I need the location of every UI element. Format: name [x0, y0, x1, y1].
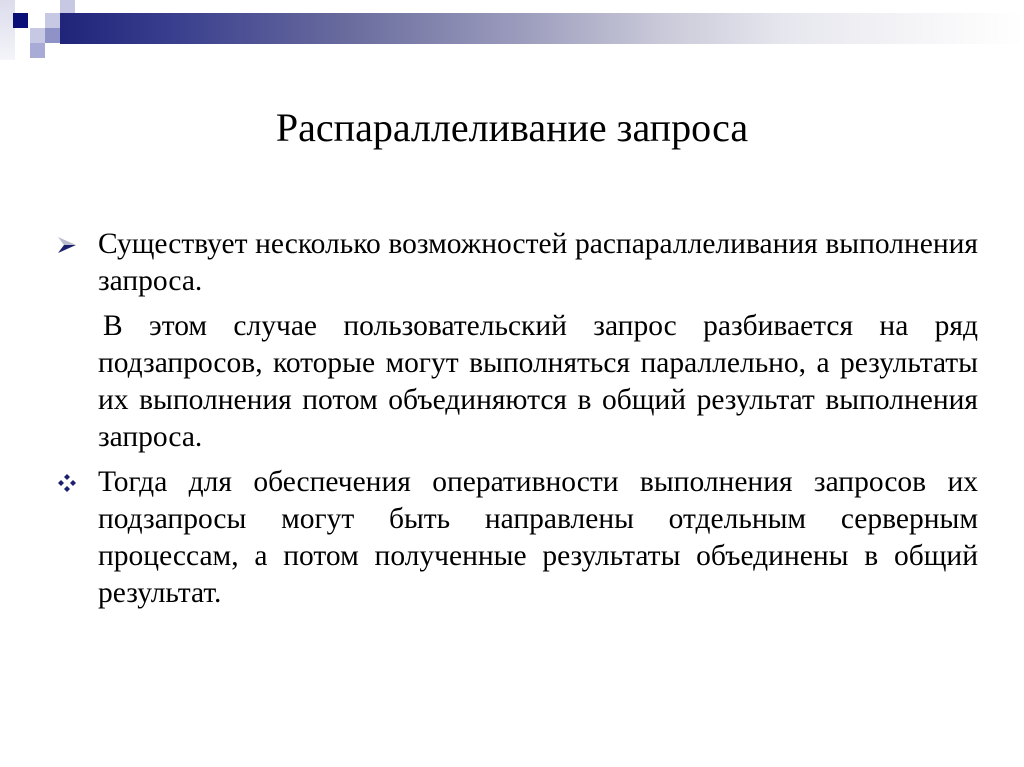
header-gradient-bar [60, 13, 1024, 44]
deco-square [45, 13, 60, 28]
deco-square [30, 43, 45, 58]
paragraph-text: В этом случае пользовательский запрос разбивается на ряд подзапросов, которые могут выполняться параллельно, а результаты их выполнения потом объединяются в общий результат выполнения запроса. [98, 310, 978, 453]
deco-square [0, 0, 15, 60]
slide-content [98, 226, 978, 620]
arrow-bullet-icon [58, 237, 80, 253]
deco-square [13, 13, 28, 28]
paragraph-text: Существует несколько возможностей распараллеливания выполнения запроса. [98, 228, 978, 297]
paragraph-text: Тогда для обеспечения оперативности выполнения запросов их подзапросы могут быть направлены отдельным серверным процессам, а потом полученные результаты объединены в общий результат. [98, 466, 978, 609]
paragraph-1 [98, 226, 978, 300]
diamond-bullet-icon [58, 474, 80, 492]
deco-square [45, 28, 60, 43]
paragraph-3 [98, 464, 978, 612]
deco-square [60, 0, 75, 13]
paragraph-2 [98, 308, 978, 456]
deco-square [30, 28, 45, 43]
slide-title: Распараллеливание запроса [275, 105, 749, 150]
